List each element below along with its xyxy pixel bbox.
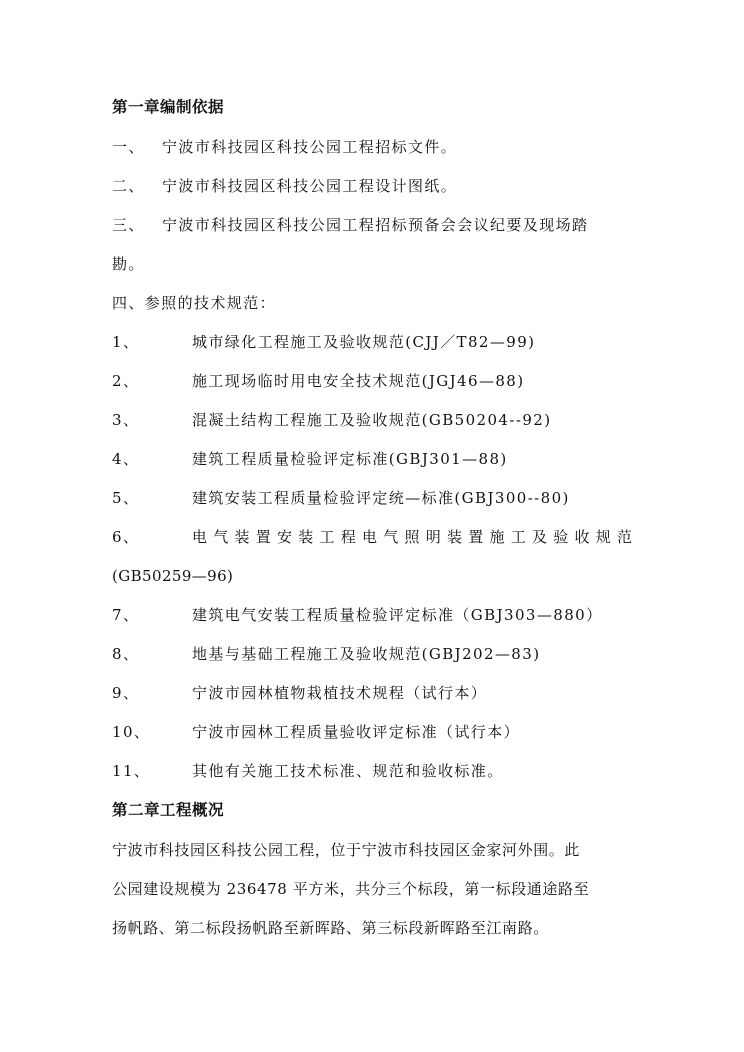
standard-text: 电气装置安装工程电气照明装置施工及验收规范 (192, 528, 632, 546)
standard-marker: 2、 (112, 372, 140, 390)
standard-marker: 7、 (112, 606, 140, 624)
standard-marker: 4、 (112, 450, 140, 468)
standard-item-10 (112, 722, 520, 742)
standard-item-2 (112, 371, 525, 391)
basis-item-1 (112, 137, 457, 157)
basis-item-2 (112, 176, 457, 196)
basis-item-3 (112, 215, 588, 235)
standard-text: 其他有关施工技术标准、规范和验收标准。 (192, 762, 504, 780)
standard-marker: 6、 (112, 528, 140, 546)
standard-item-11 (112, 761, 504, 781)
standard-item-5 (112, 488, 570, 508)
standard-item-4 (112, 449, 508, 469)
standard-text: 地基与基础工程施工及验收规范(GBJ202—83) (192, 645, 541, 663)
standard-marker: 11、 (112, 762, 151, 780)
standard-text: 城市绿化工程施工及验收规范(CJJ／T82—99) (192, 333, 536, 351)
basis-text: 宁波市科技园区科技公园工程招标预备会会议纪要及现场踏 (162, 216, 589, 234)
basis-text: 宁波市科技园区科技公园工程设计图纸。 (162, 177, 458, 195)
standard-marker: 8、 (112, 645, 140, 663)
standards-heading: 四、参照的技术规范： (112, 294, 277, 312)
standard-text: 施工现场临时用电安全技术规范(JGJ46—88) (192, 372, 525, 390)
standard-item-9 (112, 683, 487, 703)
standard-text: 建筑安装工程质量检验评定统—标准(GBJ300--80) (192, 489, 570, 507)
standard-item-7 (112, 605, 602, 625)
standard-item-1 (112, 332, 535, 352)
standard-text: 建筑工程质量检验评定标准(GBJ301—88) (192, 450, 508, 468)
standard-marker: 9、 (112, 684, 140, 702)
basis-item-3-continuation: 勘。 (112, 255, 145, 273)
standard-text: 混凝土结构工程施工及验收规范(GB50204--92) (192, 411, 552, 429)
standard-text: 宁波市园林工程质量验收评定标准（试行本） (192, 723, 521, 741)
standard-marker: 3、 (112, 411, 140, 429)
overview-line-3: 扬帆路、第二标段扬帆路至新晖路、第三标段新晖路至江南路。 (112, 919, 549, 937)
basis-text: 宁波市科技园区科技公园工程招标文件。 (162, 138, 458, 156)
standard-item-3 (112, 410, 551, 430)
standard-marker: 10、 (112, 723, 151, 741)
standard-item-8 (112, 644, 540, 664)
standard-marker: 5、 (112, 489, 140, 507)
standard-text: 建筑电气安装工程质量检验评定标准（GBJ303—880） (192, 606, 603, 624)
standard-marker: 1、 (112, 333, 140, 351)
basis-marker: 二、 (112, 177, 145, 195)
overview-line-1: 宁波市科技园区科技公园工程，位于宁波市科技园区金家河外围。此 (112, 841, 581, 859)
chapter-1-title: 第一章编制依据 (112, 97, 225, 116)
standard-item-6-continuation: (GB50259—96) (112, 567, 234, 585)
standard-item-6 (112, 527, 632, 547)
chapter-2-title: 第二章工程概况 (112, 800, 225, 819)
basis-marker: 一、 (112, 138, 145, 156)
standard-text: 宁波市园林植物栽植技术规程（试行本） (192, 684, 488, 702)
basis-marker: 三、 (112, 216, 145, 234)
overview-line-2: 公园建设规模为 236478 平方米，共分三个标段，第一标段通途路至 (112, 880, 590, 898)
